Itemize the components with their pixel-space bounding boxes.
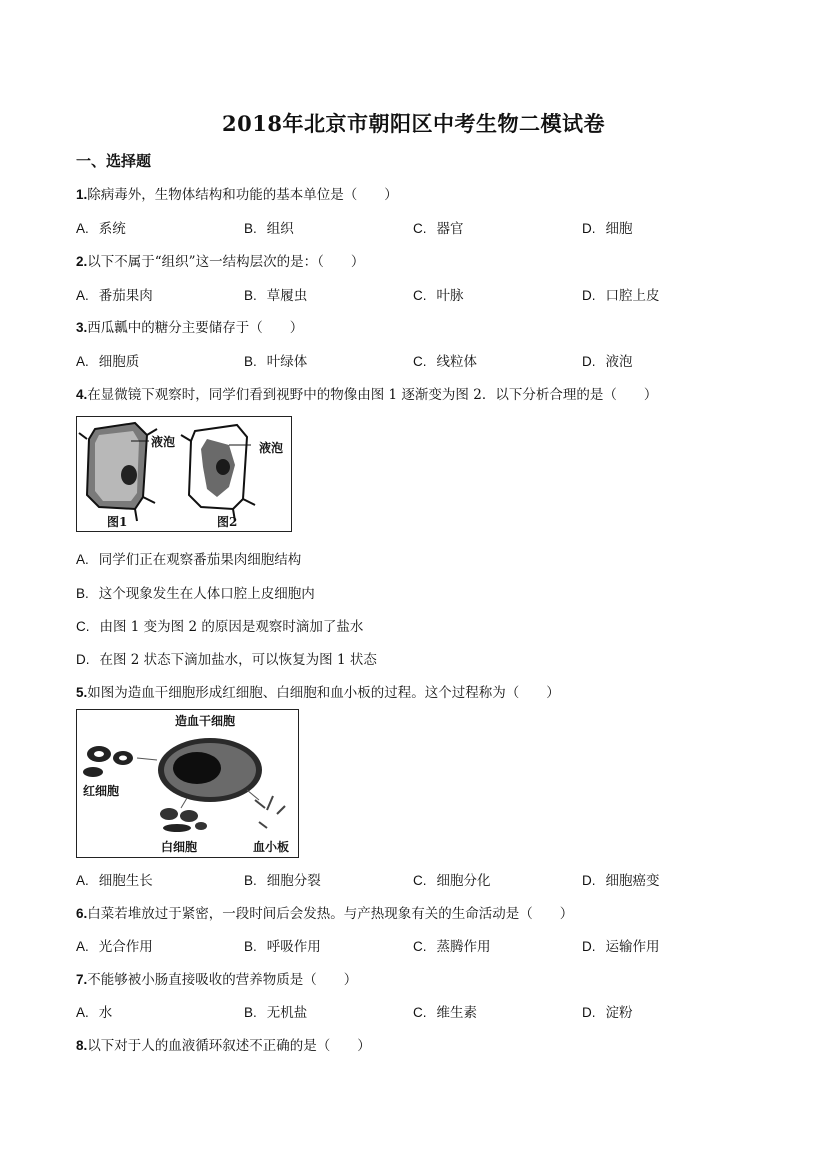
question-6	[76, 902, 573, 922]
option-c: C. 由图 1 变为图 2 的原因是观察时滴加了盐水	[76, 619, 364, 635]
question-text: 除病毒外，生物体结构和功能的基本单位是（ ）	[87, 187, 398, 203]
option-a: A. 番茄果肉	[76, 288, 153, 304]
question-number: 6.	[76, 906, 88, 921]
question-number: 1.	[76, 187, 88, 202]
platelets	[255, 796, 285, 828]
option-c: C. 维生素	[413, 1005, 477, 1021]
white-cell-label: 白细胞	[161, 840, 198, 854]
option-d: D. 在图 2 状态下滴加盐水，可以恢复为图 1 状态	[76, 652, 377, 668]
section-heading: 一、选择题	[76, 152, 152, 170]
question-text: 以下对于人的血液循环叙述不正确的是（ ）	[87, 1038, 371, 1054]
vacuole-label-2: 液泡	[259, 441, 284, 455]
question-4	[76, 383, 657, 403]
figure-blood-cells	[76, 709, 299, 858]
question-number: 8.	[76, 1038, 88, 1053]
question-number: 5.	[76, 685, 88, 700]
question-7	[76, 968, 357, 988]
figure-2-label: 图2	[217, 515, 238, 529]
question-text: 白菜若堆放过于紧密，一段时间后会发热。与产热现象有关的生命活动是（ ）	[87, 906, 574, 922]
option-c: C. 细胞分化	[413, 873, 491, 889]
option-c: C. 蒸腾作用	[413, 939, 491, 955]
question-number: 4.	[76, 387, 88, 402]
option-b: B. 无机盐	[244, 1005, 308, 1021]
red-blood-cells	[83, 746, 133, 777]
question-text: 如图为造血干细胞形成红细胞、白细胞和血小板的过程。这个过程称为（ ）	[87, 685, 560, 701]
question-text: 以下不属于“组织”这一结构层次的是：（ ）	[87, 254, 365, 270]
option-b: B. 草履虫	[244, 288, 308, 304]
option-d: D. 运输作用	[582, 939, 660, 955]
option-b: B. 呼吸作用	[244, 939, 321, 955]
figure-plant-cells	[76, 416, 292, 532]
option-a: A. 细胞质	[76, 354, 140, 370]
question-1	[76, 183, 398, 203]
option-d: D. 细胞	[582, 221, 633, 237]
cell-1	[79, 423, 157, 521]
option-a: A. 系统	[76, 221, 126, 237]
option-a: A. 细胞生长	[76, 873, 153, 889]
option-b: B. 这个现象发生在人体口腔上皮细胞内	[76, 586, 315, 602]
option-d: D. 淀粉	[582, 1005, 633, 1021]
question-text: 在显微镜下观察时，同学们看到视野中的物像由图 1 逐渐变为图 2．以下分析合理的是（ ）	[87, 387, 658, 403]
option-a: A. 同学们正在观察番茄果肉细胞结构	[76, 552, 302, 568]
question-2	[76, 250, 364, 270]
question-text: 不能够被小肠直接吸收的营养物质是（ ）	[87, 972, 358, 988]
stem-cell-label: 造血干细胞	[175, 714, 236, 728]
red-cell-label: 红细胞	[83, 784, 120, 798]
question-number: 7.	[76, 972, 88, 987]
white-blood-cells	[160, 808, 207, 832]
vacuole-label-1: 液泡	[151, 435, 176, 449]
figure-1-label: 图1	[107, 515, 128, 529]
question-3	[76, 316, 303, 336]
question-number: 3.	[76, 320, 88, 335]
option-a: A. 光合作用	[76, 939, 153, 955]
option-c: C. 线粒体	[413, 354, 477, 370]
option-d: D. 口腔上皮	[582, 288, 660, 304]
option-c: C. 器官	[413, 221, 464, 237]
question-8	[76, 1034, 371, 1054]
page-title: 2018年北京市朝阳区中考生物二模试卷	[222, 111, 605, 136]
option-b: B. 细胞分裂	[244, 873, 321, 889]
question-number: 2.	[76, 254, 88, 269]
stem-cell	[158, 738, 262, 802]
option-b: B. 叶绿体	[244, 354, 308, 370]
question-text: 西瓜瓤中的糖分主要储存于（ ）	[87, 320, 304, 336]
option-d: D. 液泡	[582, 354, 633, 370]
cell-2	[181, 425, 255, 521]
option-b: B. 组织	[244, 221, 294, 237]
option-c: C. 叶脉	[413, 288, 464, 304]
option-a: A. 水	[76, 1005, 113, 1021]
option-d: D. 细胞癌变	[582, 873, 660, 889]
question-5	[76, 681, 560, 701]
platelet-label: 血小板	[253, 840, 290, 854]
